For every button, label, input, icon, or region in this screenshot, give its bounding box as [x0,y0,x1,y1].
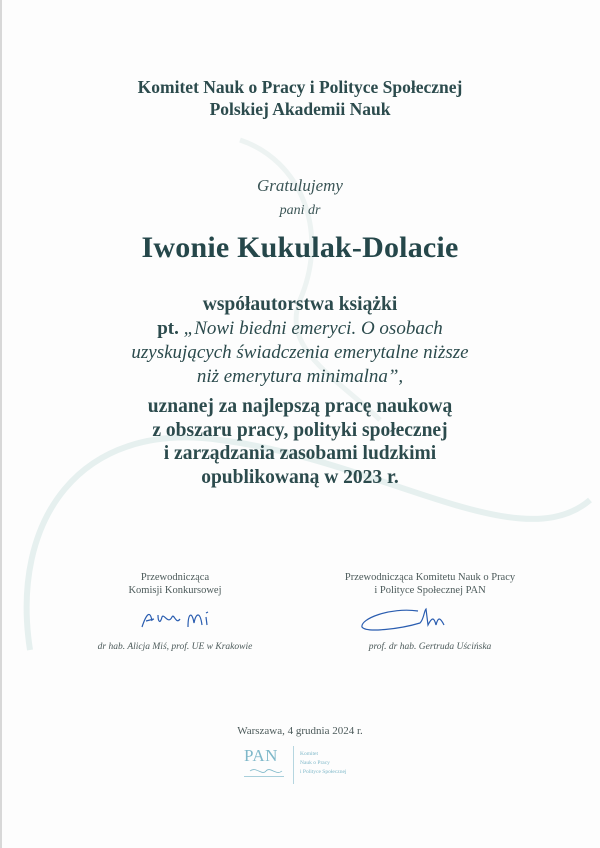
organization-header [0,76,600,120]
congrats-text: Gratulujemy [257,176,343,195]
book-title-line-2: uzyskujących świadczenia emerytalne niższe [131,342,469,363]
right-role-line-2: i Polityce Społecznej PAN [374,585,486,596]
logo-text-line-3: i Polityce Społecznej [300,769,347,775]
right-role-line-1: Przewodnicząca Komitetu Nauk o Pracy [344,572,516,583]
logo-divider [293,746,294,784]
title-prefix: pt. [157,318,179,339]
award-description [0,395,600,489]
place-and-date: Warszawa, 4 grudnia 2024 r. [237,725,363,737]
signature-right-icon [300,603,560,633]
award-line-4: opublikowaną w 2023 r. [201,466,399,488]
award-line-1: uznanej za najlepszą pracę naukową [147,396,453,417]
book-title-line-3: niż emerytura minimalna”, [196,366,404,387]
left-signatory-name: dr hab. Alicja Miś, prof. UE w Krakowie [97,642,253,652]
pan-logo [244,746,374,784]
signature-left-icon [80,603,270,633]
title-text-1: „Nowi biedni emeryci. O osobach [178,318,443,339]
infinity-swoosh-icon [248,766,284,776]
salutation-text: pani dr [279,203,321,218]
award-line-2: z obszaru pracy, polityki społecznej [152,419,448,441]
right-signatory-name: prof. dr hab. Gertruda Uścińska [368,642,492,652]
org-line-1: Komitet Nauk o Pracy i Polityce Społecznej [137,77,463,97]
recipient-name: Iwonie Kukulak-Dolacie [141,231,459,264]
left-role-line-1: Przewodnicząca [140,572,210,583]
signature-block-left [80,571,270,652]
left-role-line-2: Komisji Konkursowej [128,585,222,596]
pan-acronym: PAN [244,746,278,765]
book-title-line-1 [0,317,600,340]
logo-text-line-2: Nauk o Pracy [300,760,330,766]
logo-underline [244,776,284,777]
org-line-2: Polskiej Akademii Nauk [209,99,391,119]
logo-committee-text [300,750,346,777]
signature-block-right [300,571,560,652]
award-line-3: i zarządzania zasobami ludzkimi [163,443,437,464]
coauthorship-text: współautorstwa książki [202,294,398,315]
logo-text-line-1: Komitet [300,751,319,757]
